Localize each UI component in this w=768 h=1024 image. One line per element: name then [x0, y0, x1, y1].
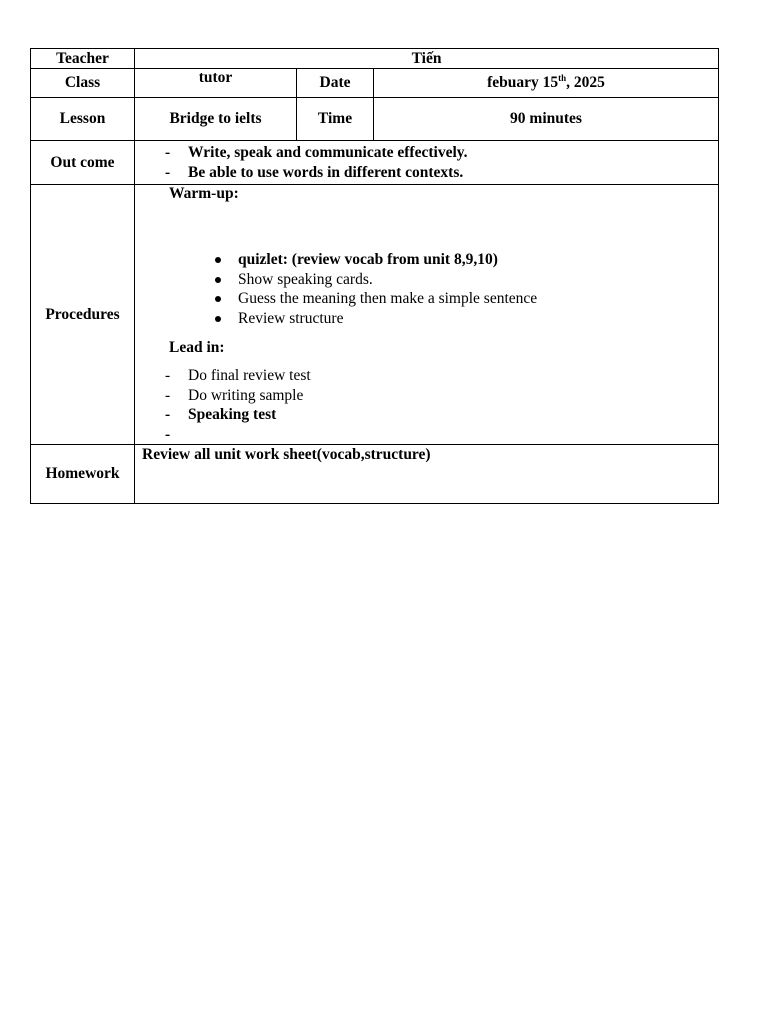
outcome-item: - Write, speak and communicate effectively.	[165, 143, 468, 161]
lesson-label: Lesson	[31, 98, 135, 141]
procedures-row	[31, 185, 719, 445]
bullet-icon	[215, 316, 221, 322]
homework-row	[31, 445, 719, 504]
outcome-list	[135, 143, 718, 183]
class-date-row	[31, 69, 719, 98]
lesson-time-row	[31, 98, 719, 141]
warmup-item: Show speaking cards.	[135, 270, 718, 290]
homework-value: Review all unit work sheet(vocab,structure)	[135, 445, 719, 504]
lesson-plan-table	[30, 48, 719, 504]
leadin-heading: Lead in:	[169, 339, 225, 356]
warmup-item: Guess the meaning then make a simple sentence	[135, 289, 718, 309]
date-value-year: , 2025	[566, 74, 605, 91]
leadin-item: - Do final review test	[165, 367, 311, 384]
outcome-content	[135, 141, 719, 185]
lesson-value: Bridge to ielts	[135, 98, 297, 141]
procedures-label: Procedures	[31, 185, 135, 445]
warmup-item: quizlet: (review vocab from unit 8,9,10)	[135, 250, 718, 270]
warmup-item: Review structure	[135, 309, 718, 329]
time-label: Time	[297, 98, 374, 141]
warmup-list	[135, 250, 718, 328]
time-value: 90 minutes	[374, 98, 719, 141]
outcome-row	[31, 141, 719, 185]
outcome-label: Out come	[31, 141, 135, 185]
teacher-value: Tiến	[135, 49, 719, 69]
procedures-content	[135, 185, 719, 445]
class-label: Class	[31, 69, 135, 98]
leadin-item: - Speaking test	[165, 406, 277, 423]
teacher-label: Teacher	[31, 49, 135, 69]
date-label: Date	[297, 69, 374, 98]
bullet-icon	[215, 257, 221, 263]
leadin-list: - Do final review test - Do writing sample - Speaking test -	[135, 366, 718, 425]
date-value-main: febuary 15	[487, 74, 559, 91]
homework-label: Homework	[31, 445, 135, 504]
bullet-icon	[215, 277, 221, 283]
class-value: tutor	[135, 69, 297, 98]
warmup-heading: Warm-up:	[169, 185, 239, 202]
leadin-item: - Do writing sample	[165, 386, 304, 404]
bullet-icon	[215, 296, 221, 302]
date-value-suffix: th	[558, 73, 567, 83]
date-value	[374, 69, 719, 98]
outcome-item: - Be able to use words in different contexts.	[165, 163, 464, 181]
teacher-row	[31, 49, 719, 69]
